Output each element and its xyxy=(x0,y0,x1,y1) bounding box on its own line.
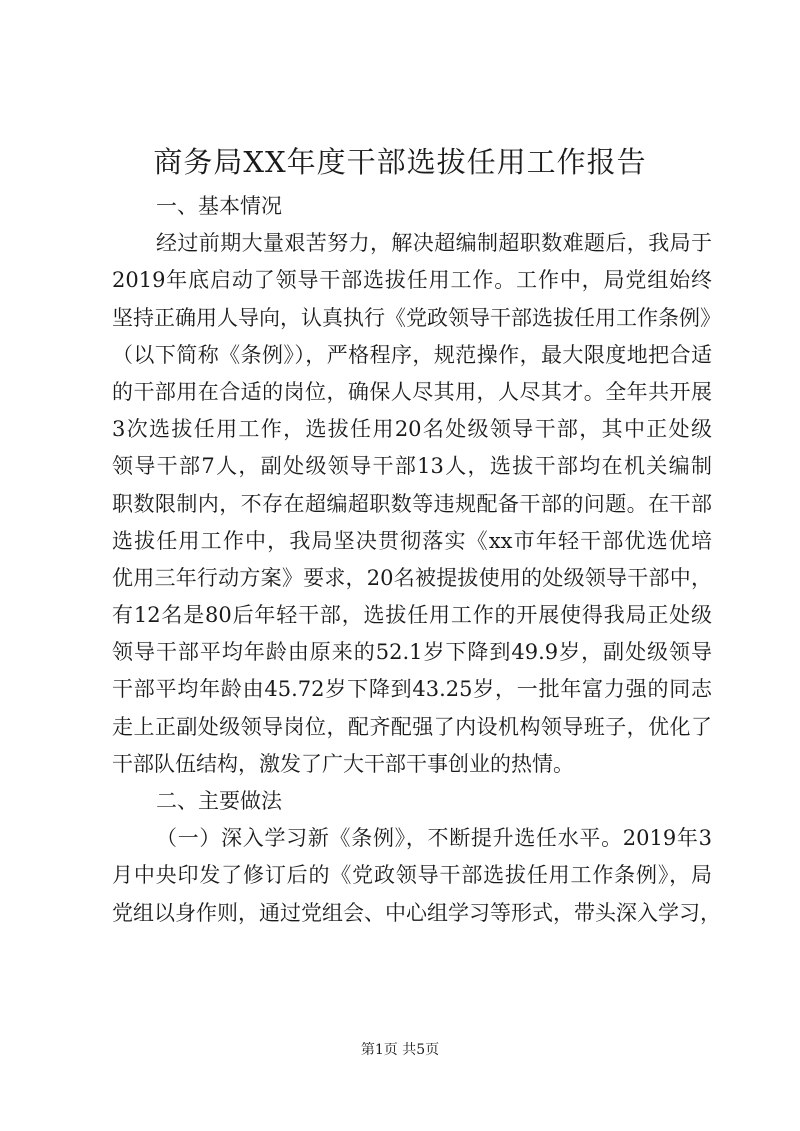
document-body xyxy=(112,188,721,932)
paragraph-line: 走上正副处级领导岗位，配齐配强了内设机构领导班子，优化了 xyxy=(112,714,712,739)
paragraph-line: 2019年底启动了领导干部选拔任用工作。工作中，局党组始终 xyxy=(112,268,712,293)
paragraph-line: 3次选拔任用工作，选拔任用20名处级领导干部，其中正处级 xyxy=(112,417,712,442)
paragraph-line: 党组以身作则，通过党组会、中心组学习等形式，带头深入学习， xyxy=(112,900,721,925)
paragraph-line: 领导干部7人，副处级领导干部13人，选拔干部均在机关编制 xyxy=(112,454,712,479)
page-number: 第1页 共5页 xyxy=(360,1042,440,1058)
section-heading: 一、基本情况 xyxy=(156,194,282,218)
section-heading: 二、主要做法 xyxy=(156,789,282,813)
paragraph-line: 有12名是80后年轻干部，选拔任用工作的开展使得我局正处级 xyxy=(112,603,712,628)
paragraph-line: （一）深入学习新《条例》，不断提升选任水平。2019年3 xyxy=(156,826,712,851)
paragraph-line: 领导干部平均年龄由原来的52.1岁下降到49.9岁，副处级领导 xyxy=(112,640,712,665)
paragraph-line: 职数限制内，不存在超编超职数等违规配备干部的问题。在干部 xyxy=(112,491,712,516)
paragraph-line: 选拔任用工作中，我局坚决贯彻落实《xx市年轻干部优选优培 xyxy=(112,528,712,553)
paragraph-line: （以下简称《条例》），严格程序，规范操作，最大限度地把合适 xyxy=(112,342,712,367)
paragraph-line: 月中央印发了修订后的《党政领导干部选拔任用工作条例》，局 xyxy=(112,863,712,888)
document-title: 商务局XX年度干部选拔任用工作报告 xyxy=(153,145,647,179)
paragraph-line: 干部队伍结构，激发了广大干部干事创业的热情。 xyxy=(112,751,574,776)
paragraph-line: 优用三年行动方案》要求，20名被提拔使用的处级领导干部中， xyxy=(112,565,712,590)
paragraph-line: 经过前期大量艰苦努力，解决超编制超职数难题后，我局于 xyxy=(156,231,712,256)
paragraph-line: 干部平均年龄由45.72岁下降到43.25岁，一批年富力强的同志 xyxy=(112,677,712,702)
paragraph-line: 坚持正确用人导向，认真执行《党政领导干部选拔任用工作条例》 xyxy=(112,305,721,330)
paragraph-line: 的干部用在合适的岗位，确保人尽其用，人尽其才。全年共开展 xyxy=(112,379,712,404)
